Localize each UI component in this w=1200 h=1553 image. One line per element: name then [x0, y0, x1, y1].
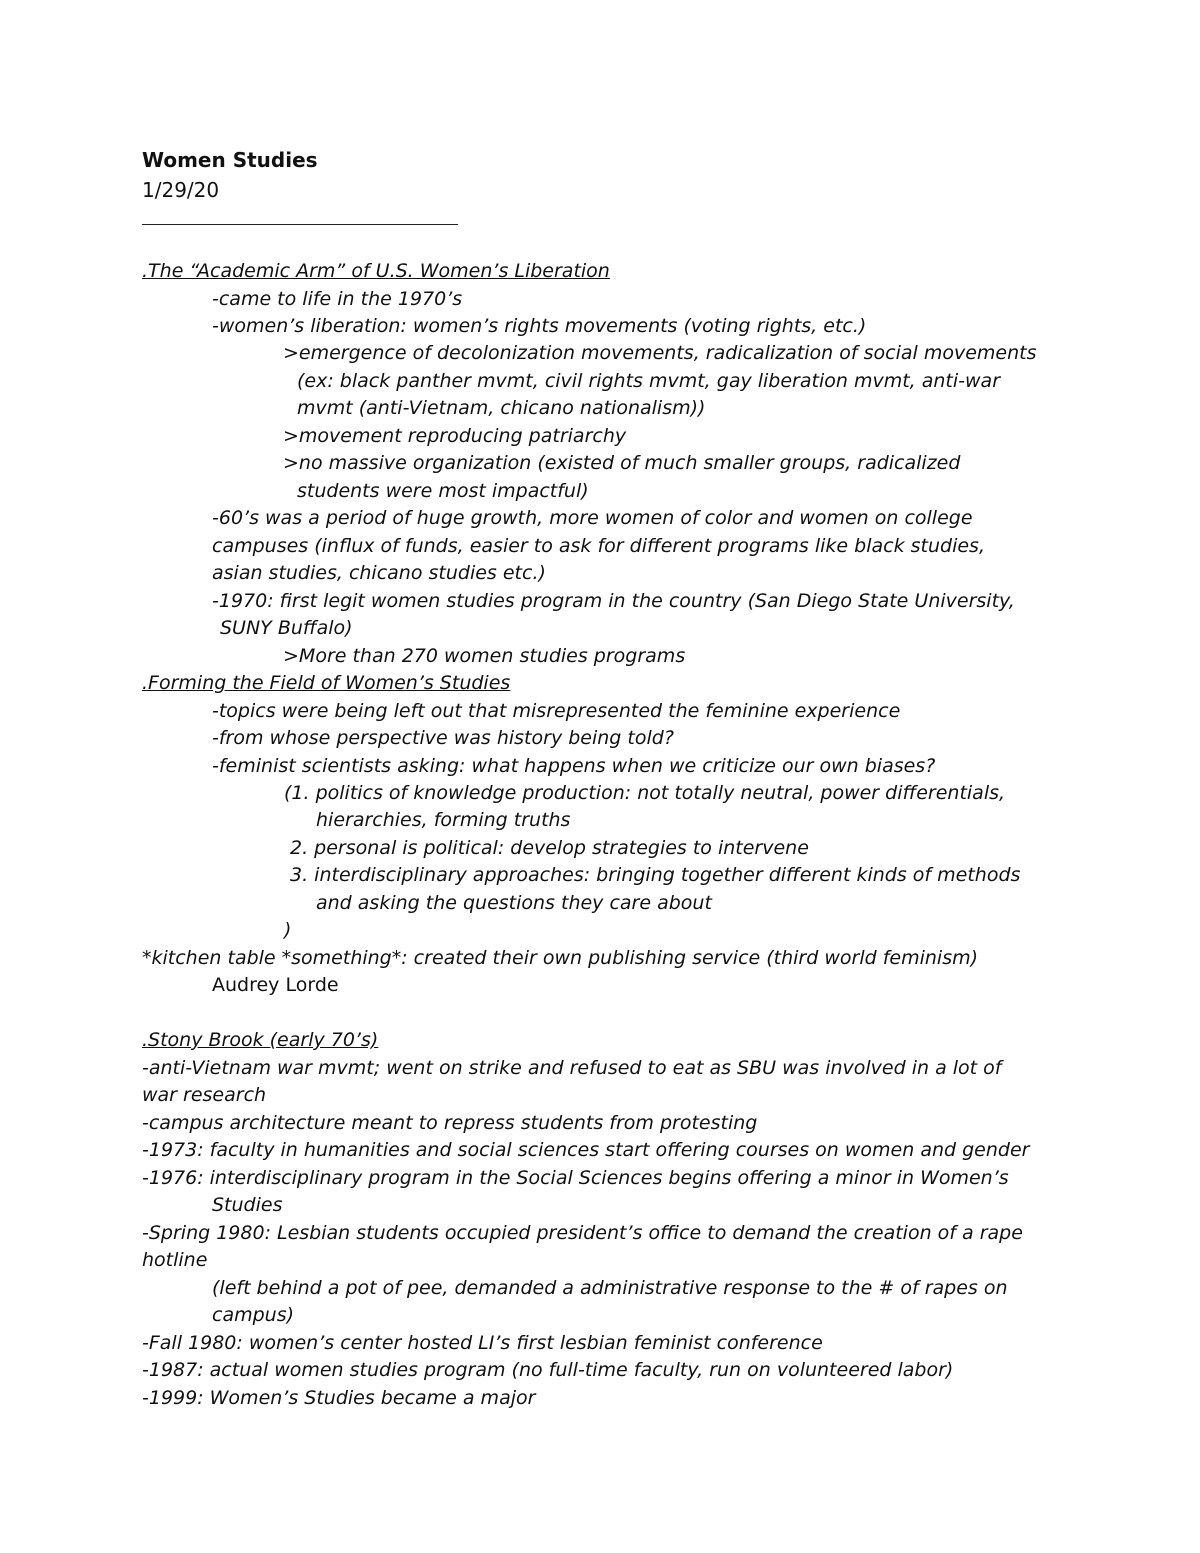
note-line: -feminist scientists asking: what happens when we criticize our own biases?	[212, 755, 936, 777]
note-line: -from whose perspective was history being told?	[212, 727, 674, 749]
note-line: Studies	[212, 1194, 283, 1216]
note-line: and asking the questions they care about	[316, 892, 712, 914]
note-line: 3. interdisciplinary approaches: bringing together different kinds of methods	[290, 864, 1021, 886]
note-line: -1976: interdisciplinary program in the Social Sciences begins offering a minor in Women’s	[142, 1167, 1009, 1189]
note-line: >emergence of decolonization movements, radicalization of social movements	[283, 342, 1037, 364]
section-heading-forming-field: .Forming the Field of Women’s Studies	[142, 672, 511, 694]
note-line: 2. personal is political: develop strategies to intervene	[290, 837, 809, 859]
note-line: mvmt (anti-Vietnam, chicano nationalism))	[297, 397, 706, 419]
note-line: asian studies, chicano studies etc.)	[212, 562, 546, 584]
note-line: campuses (influx of funds, easier to ask for different programs like black studies,	[212, 535, 985, 557]
note-line: SUNY Buffalo)	[220, 617, 353, 639]
note-line: -topics were being left out that misrepresented the feminine experience	[212, 700, 901, 722]
note-line: -1970: first legit women studies program in the country (San Diego State University,	[212, 590, 1015, 612]
note-line: -campus architecture meant to repress students from protesting	[142, 1112, 758, 1134]
note-line: -1999: Women’s Studies became a major	[142, 1387, 536, 1409]
note-line: -1973: faculty in humanities and social sciences start offering courses on women and gender	[142, 1139, 1030, 1161]
note-line: >movement reproducing patriarchy	[283, 425, 627, 447]
note-line: -women’s liberation: women’s rights movements (voting rights, etc.)	[212, 315, 867, 337]
note-line: Audrey Lorde	[212, 974, 339, 996]
note-line: -Spring 1980: Lesbian students occupied president’s office to demand the creation of a rape	[142, 1222, 1023, 1244]
note-line: )	[284, 919, 292, 941]
note-line: (1. politics of knowledge production: not totally neutral, power differentials,	[284, 782, 1006, 804]
note-line: hotline	[142, 1249, 208, 1271]
note-line: >no massive organization (existed of much smaller groups, radicalized	[283, 452, 961, 474]
note-line: war research	[142, 1084, 267, 1106]
note-line: -anti-Vietnam war mvmt; went on strike and refused to eat as SBU was involved in a lot of	[142, 1057, 1002, 1079]
note-line: students were most impactful)	[297, 480, 589, 502]
note-line: -60’s was a period of huge growth, more women of color and women on college	[212, 507, 973, 529]
note-line: (ex: black panther mvmt, civil rights mvmt, gay liberation mvmt, anti-war	[297, 370, 1000, 392]
note-line: -came to life in the 1970’s	[212, 288, 463, 310]
note-line: -Fall 1980: women’s center hosted LI’s first lesbian feminist conference	[142, 1332, 823, 1354]
note-line: >More than 270 women studies programs	[283, 645, 686, 667]
note-line: -1987: actual women studies program (no full-time faculty, run on volunteered labor)	[142, 1359, 954, 1381]
note-line: campus)	[212, 1304, 295, 1326]
note-line: (left behind a pot of pee, demanded a administrative response to the # of rapes on	[212, 1277, 1008, 1299]
document-date: 1/29/20	[142, 178, 220, 202]
section-heading-stony-brook: .Stony Brook (early 70’s)	[142, 1029, 379, 1051]
section-heading-academic-arm: .The “Academic Arm” of U.S. Women’s Liberation	[142, 260, 610, 282]
document-title: Women Studies	[142, 148, 318, 172]
note-line: hierarchies, forming truths	[316, 809, 571, 831]
note-line: *kitchen table *something*: created their own publishing service (third world feminism)	[142, 947, 979, 969]
divider-rule	[142, 224, 458, 225]
